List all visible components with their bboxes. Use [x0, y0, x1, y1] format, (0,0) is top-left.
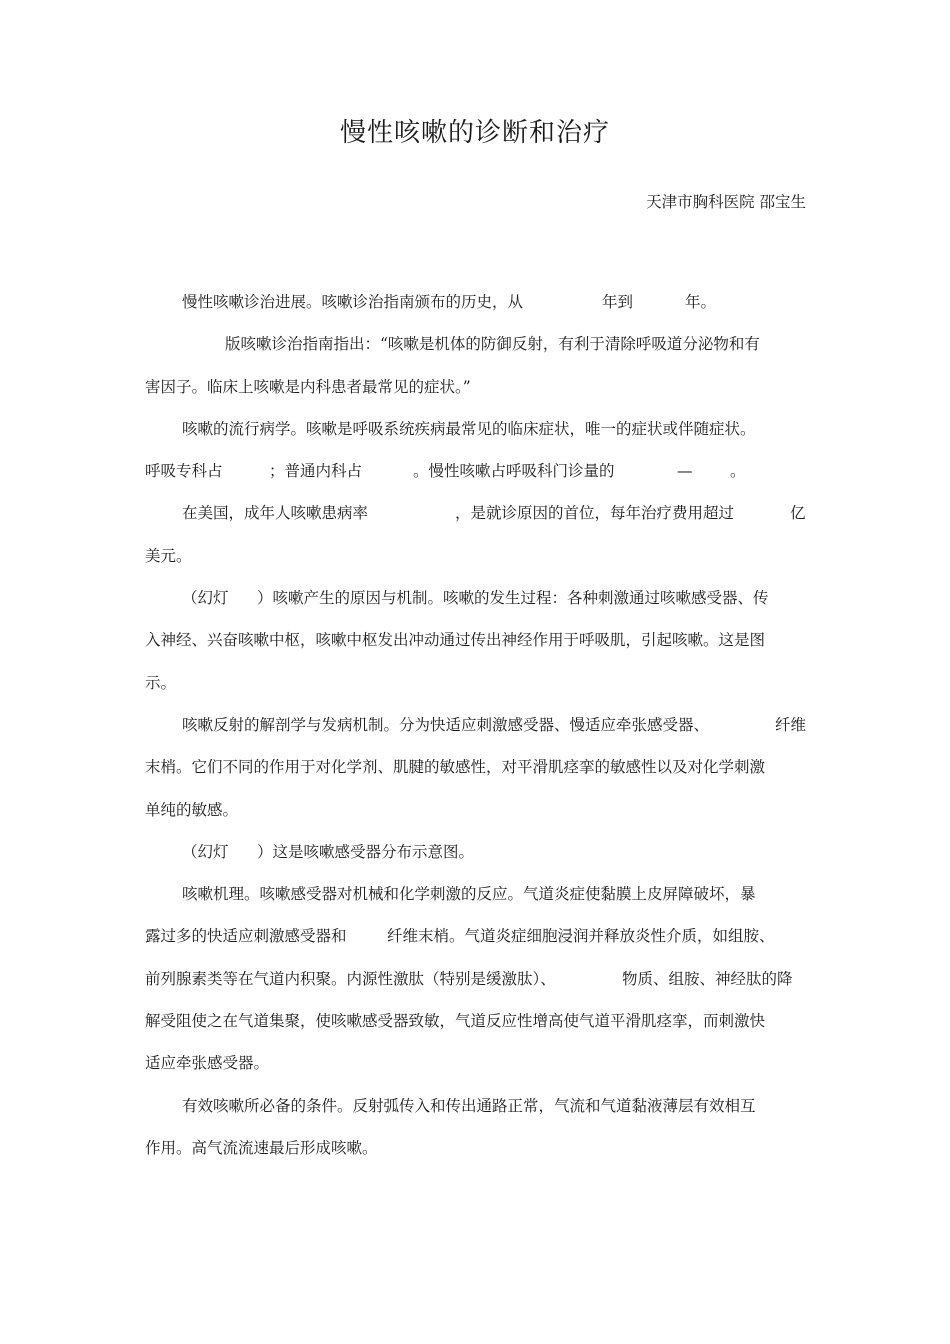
text-segment: 咳嗽的流行病学。咳嗽是呼吸系统疾病最常见的临床症状，唯一的症状或伴随症状。 [182, 419, 756, 438]
text-line [145, 836, 807, 878]
text-line [145, 920, 807, 962]
text-line [145, 413, 807, 455]
text-segment: 物质、组胺、神经肽的降 [622, 969, 793, 988]
text-segment: 作用。高气流流速最后形成咳嗽。 [145, 1138, 378, 1157]
text-segment: 。 [730, 462, 746, 481]
text-segment: 慢性咳嗽诊治进展。咳嗽诊治指南颁布的历史，从 [182, 293, 524, 311]
text-segment: （幻灯 [182, 589, 229, 608]
text-segment: 纤维 [775, 715, 807, 734]
text-segment: 美元。 [145, 546, 192, 565]
text-segment: ）咳嗽产生的原因与机制。咳嗽的发生过程：各种刺激通过咳嗽感受器、传 [257, 589, 769, 608]
text-line [145, 286, 807, 328]
text-line [145, 328, 807, 370]
text-line [145, 1005, 807, 1047]
text-segment: 。慢性咳嗽占呼吸科门诊量的 [413, 462, 615, 481]
text-segment: ；普通内科占 [269, 462, 363, 481]
text-line [145, 751, 807, 793]
text-segment: 害因子。临床上咳嗽是内科患者最常见的症状。” [145, 377, 471, 396]
text-segment: 露过多的快适应刺激感受器和 [145, 927, 347, 946]
text-segment: 亿 [790, 504, 806, 523]
text-line [145, 963, 807, 1005]
document-title: 慢性咳嗽的诊断和治疗 [339, 118, 610, 148]
text-line [145, 1047, 807, 1089]
text-line [145, 371, 807, 413]
text-segment: 版咳嗽诊治指南指出：“咳嗽是机体的防御反射，有利于清除呼吸道分泌物和有 [225, 335, 760, 354]
text-segment: — [677, 462, 693, 481]
text-segment: 呼吸专科占 [145, 462, 223, 481]
text-segment: 示。 [145, 673, 177, 692]
text-line [145, 582, 807, 624]
text-segment: 入神经、兴奋咳嗽中枢，咳嗽中枢发出冲动通过传出神经作用于呼吸肌，引起咳嗽。这是图 [145, 631, 766, 650]
body-text [145, 286, 807, 1174]
text-segment: 年到 [602, 293, 634, 311]
text-line [145, 667, 807, 709]
text-line [145, 709, 807, 751]
text-segment: 有效咳嗽所必备的条件。反射弧传入和传出通路正常，气流和气道黏液薄层有效相互 [182, 1096, 756, 1115]
text-line [145, 878, 807, 920]
text-segment: 咳嗽反射的解剖学与发病机制。分为快适应刺激感受器、慢适应牵张感受器、 [182, 715, 710, 734]
text-segment: 年。 [685, 293, 717, 311]
text-segment: ，是就诊原因的首位，每年治疗费用超过 [455, 504, 735, 523]
text-segment: 咳嗽机理。咳嗽感受器对机械和化学刺激的反应。气道炎症使黏膜上皮屏障破坏，暴 [182, 885, 756, 904]
text-line [145, 794, 807, 836]
text-segment: 纤维末梢。气道炎症细胞浸润并释放炎性介质，如组胺、 [387, 927, 775, 946]
text-segment: ）这是咳嗽感受器分布示意图。 [257, 842, 475, 861]
text-segment: 前列腺素类等在气道内积聚。内源性激肽（特别是缓激肽）、 [145, 969, 556, 988]
text-line [145, 624, 807, 666]
text-segment: 解受阻使之在气道集聚，使咳嗽感受器致敏，气道反应性增高使气道平滑肌痉挛，而刺激快 [145, 1012, 766, 1031]
text-line [145, 497, 807, 539]
text-line [145, 455, 807, 497]
text-segment: 适应牵张感受器。 [145, 1054, 270, 1073]
author-line: 天津市胸科医院 邵宝生 [646, 193, 806, 211]
text-segment: 在美国，成年人咳嗽患病率 [182, 504, 369, 523]
text-line [145, 1090, 807, 1132]
text-segment: 单纯的敏感。 [145, 800, 239, 819]
text-segment: 末梢。它们不同的作用于对化学剂、肌腱的敏感性，对平滑肌痉挛的敏感性以及对化学刺激 [145, 758, 766, 777]
text-line [145, 1132, 807, 1174]
text-line [145, 540, 807, 582]
text-segment: （幻灯 [182, 842, 229, 861]
